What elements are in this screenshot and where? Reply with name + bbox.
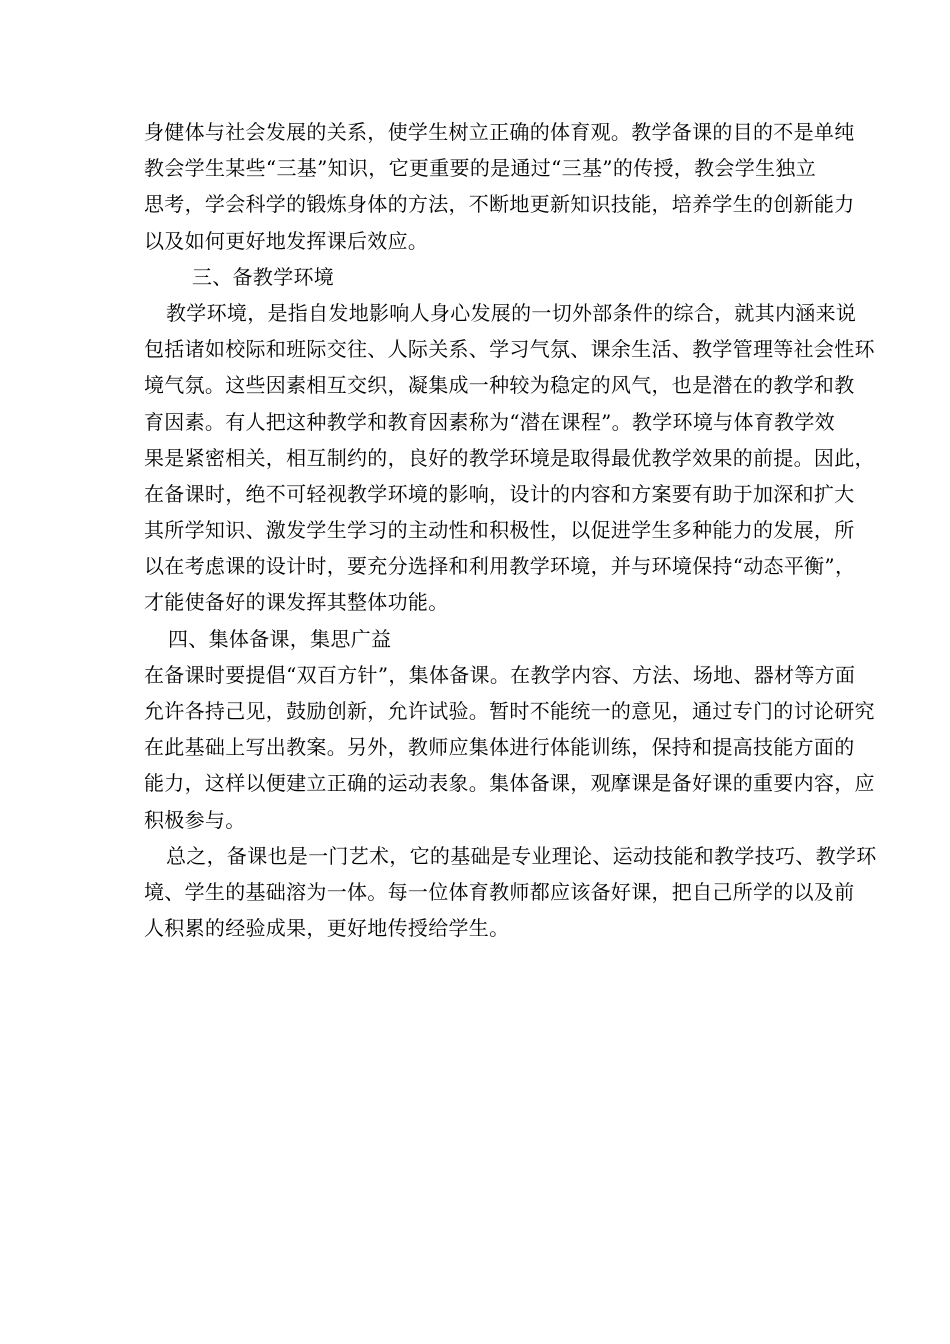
paragraph-line: 以及如何更好地发挥课后效应。 — [144, 228, 429, 253]
paragraph-line: 以在考虑课的设计时，要充分选择和利用教学环境，并与环境保持“动态平衡”， — [144, 554, 856, 579]
paragraph-line: 在备课时，绝不可轻视教学环境的影响，设计的内容和方案要有助于加深和扩大 — [144, 481, 855, 506]
paragraph-line: 境气氛。这些因素相互交织，凝集成一种较为稳定的风气，也是潜在的教学和教 — [144, 373, 855, 398]
paragraph-line: 其所学知识、激发学生学习的主动性和积极性，以促进学生多种能力的发展，所 — [144, 518, 855, 543]
paragraph-line: 境、学生的基础溶为一体。每一位体育教师都应该备好课，把自己所学的以及前 — [144, 879, 855, 904]
paragraph-line: 允许各持己见，鼓励创新，允许试验。暂时不能统一的意见，通过专门的讨论研究 — [144, 699, 875, 723]
paragraph-teaching-environment — [144, 295, 875, 621]
paragraph-conclusion — [144, 838, 877, 947]
paragraph-line: 包括诸如校际和班际交往、人际关系、学习气氛、课余生活、教学管理等社会性环 — [144, 337, 875, 362]
section-heading-3: 三、备教学环境 — [192, 264, 335, 289]
paragraph-collective-preparation — [144, 657, 875, 838]
paragraph-line: 教会学生某些“三基”知识，它更重要的是通过“三基”的传授，教会学生独立 — [144, 156, 816, 181]
paragraph-line: 总之，备课也是一门艺术，它的基础是专业理论、运动技能和教学技巧、教学环 — [166, 843, 877, 868]
paragraph-line: 人积累的经验成果，更好地传授给学生。 — [144, 916, 510, 941]
paragraph-line: 果是紧密相关，相互制约的，良好的教学环境是取得最优教学效果的前提。因此， — [144, 445, 875, 470]
paragraph-line: 育因素。有人把这种教学和教育因素称为“潜在课程”。教学环境与体育教学效 — [144, 409, 835, 434]
paragraph-line: 在备课时要提倡“双百方针”，集体备课。在教学内容、方法、场地、器材等方面 — [144, 662, 856, 687]
paragraph-line: 积极参与。 — [144, 807, 246, 832]
paragraph-line: 在此基础上写出教案。另外，教师应集体进行体能训练，保持和提高技能方面的 — [144, 735, 855, 760]
paragraph-intro — [144, 114, 855, 259]
paragraph-line: 能力，这样以便建立正确的运动表象。集体备课，观摩课是备好课的重要内容，应 — [144, 771, 875, 796]
paragraph-line: 教学环境，是指自发地影响人身心发展的一切外部条件的综合，就其内涵来说 — [166, 300, 857, 325]
paragraph-line: 思考，学会科学的锻炼身体的方法，不断地更新知识技能，培养学生的创新能力 — [144, 192, 855, 217]
paragraph-line: 才能使备好的课发挥其整体功能。 — [144, 590, 449, 615]
paragraph-line: 身健体与社会发展的关系，使学生树立正确的体育观。教学备课的目的不是单纯 — [144, 120, 855, 144]
document-body — [144, 114, 877, 946]
section-heading-4: 四、集体备课，集思广益 — [168, 626, 392, 651]
